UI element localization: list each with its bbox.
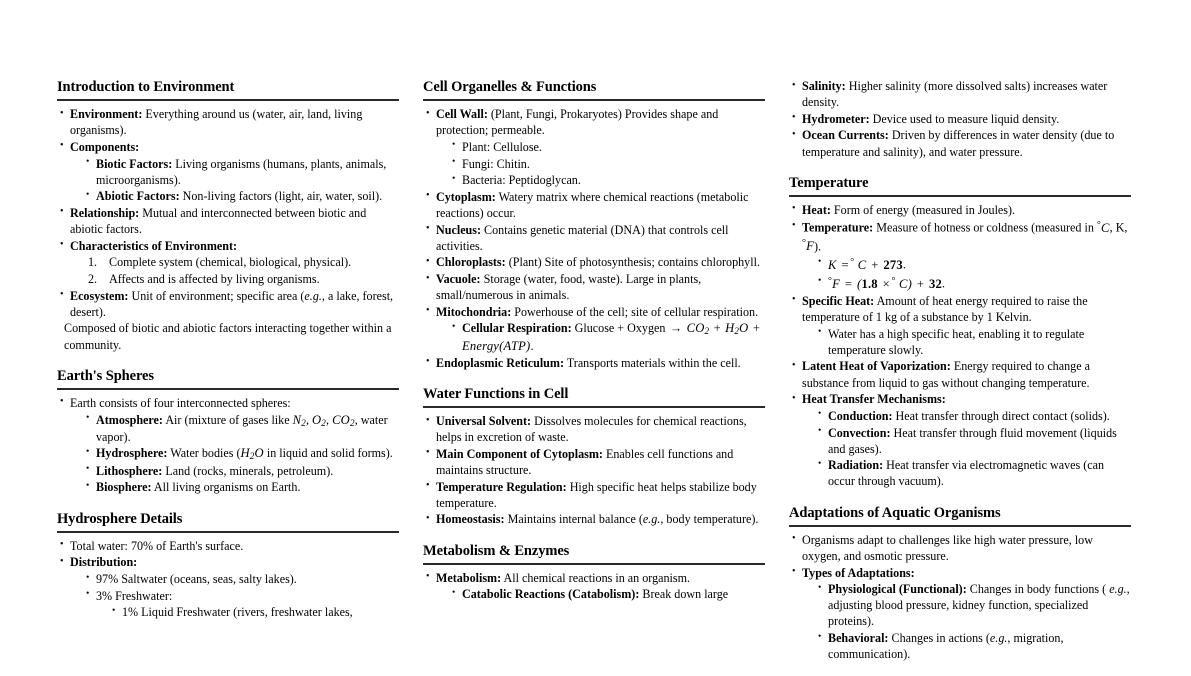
item-text: Changes in body functions ( e.g., adjusting blood pressure, kidney function, specialized proteins). [828, 582, 1130, 629]
item-text: Changes in actions (e.g., migration, communication). [828, 631, 1064, 662]
list-item [84, 156, 399, 188]
list-item [789, 293, 1131, 358]
section-heading: Earth's Spheres [57, 367, 154, 384]
bullet-icon: • [818, 631, 822, 642]
item-text: Bacteria: Peptidoglycan. [462, 173, 581, 188]
item-label: Nucleus: [436, 222, 482, 237]
bullet-icon: • [86, 413, 90, 423]
list-item [423, 106, 765, 188]
heading-rule [57, 99, 399, 101]
item-label: Hydrometer: [802, 111, 870, 126]
list-item [84, 588, 399, 621]
bullet-icon: • [452, 587, 456, 598]
bullet-icon: • [426, 480, 430, 492]
list-item [84, 479, 399, 495]
item-text: Higher salinity (more dissolved salts) increases water density. [802, 79, 1108, 110]
bullet-icon: • [452, 321, 456, 332]
list-item [816, 408, 1131, 424]
item-text: Total water: 70% of Earth's surface. [70, 538, 244, 553]
heading-rule [789, 525, 1131, 527]
item-text: Air (mixture of gases like $N_2$, $O_2$, $CO_2$, water vapor). [96, 412, 388, 444]
bullet-icon: • [86, 572, 90, 583]
bullet-icon: • [452, 173, 456, 184]
list-item [789, 202, 1131, 218]
heading-rule [423, 563, 765, 565]
heading-rule [423, 99, 765, 101]
section-earths-spheres [57, 367, 399, 496]
list-item [789, 358, 1131, 390]
item-text: Land (rocks, minerals, petroleum). [165, 463, 334, 478]
item-label: Hydrosphere: [96, 446, 168, 461]
item-label: Salinity: [802, 79, 846, 93]
bullet-icon: • [818, 409, 822, 420]
sub-bullet-list [816, 408, 1131, 490]
item-label: Temperature: [802, 220, 874, 235]
item-label: Universal Solvent: [436, 414, 532, 429]
item-label: Cytoplasm: [436, 189, 496, 204]
item-text: All living organisms on Earth. [153, 480, 301, 495]
item-text: Form of energy (measured in Joules). [833, 202, 1016, 217]
formula-period: . [902, 257, 906, 272]
list-item [84, 412, 399, 445]
item-text: Organisms adapt to challenges like high water pressure, low oxygen, and osmotic pressure. [802, 532, 1093, 563]
item-text: Energy required to change a substance from liquid to gas without changing temperature. [802, 359, 1090, 390]
bullet-icon: • [86, 480, 90, 491]
list-item [57, 288, 399, 320]
item-text: Driven by differences in water density (due to temperature and salinity), and water pressure. [802, 128, 1115, 159]
bullet-list [423, 570, 765, 603]
formula-kelvin: K = ° C + 273 [828, 256, 903, 272]
bullet-list [57, 395, 399, 496]
bullet-icon: • [60, 539, 64, 551]
item-label: Heat Transfer Mechanisms: [802, 392, 946, 407]
item-label: Ecosystem: [70, 288, 129, 303]
item-text: Glucose + Oxygen → $CO_2 + H_2O$ + Energy(ATP). [462, 321, 760, 353]
bullet-icon: • [426, 107, 430, 119]
bullet-icon: • [426, 305, 430, 317]
section-heading: Introduction to Environment [57, 79, 235, 95]
sub-bullet-list [816, 255, 1131, 292]
list-item [816, 255, 1131, 273]
item-label: Ocean Currents: [802, 128, 889, 143]
list-item [450, 586, 765, 602]
item-label: Atmosphere: [96, 412, 163, 427]
heading-rule [789, 195, 1131, 197]
bullet-icon: • [60, 239, 64, 251]
heading-rule [57, 388, 399, 390]
item-label: Conduction: [828, 408, 893, 423]
item-label: Types of Adaptations: [802, 565, 915, 580]
list-item [816, 457, 1131, 489]
item-text: Mutual and interconnected between biotic and abiotic factors. [70, 205, 367, 237]
bullet-icon: • [426, 190, 430, 202]
list-number: 1. [88, 255, 98, 270]
list-item [423, 254, 765, 270]
item-label: Cell Wall: [436, 107, 488, 122]
bullet-icon: • [792, 112, 796, 124]
bullet-icon: • [426, 447, 430, 459]
list-item [57, 139, 399, 205]
list-item [84, 571, 399, 587]
list-item [423, 222, 765, 254]
list-item [450, 172, 765, 188]
list-item [84, 271, 399, 287]
list-item [789, 391, 1131, 489]
item-label: Chloroplasts: [436, 255, 506, 270]
list-item [816, 581, 1131, 629]
list-item [423, 355, 765, 371]
item-label: Characteristics of Environment: [70, 238, 238, 253]
formula-fahrenheit: °F = (1.8 × ° C) + 32 [828, 275, 942, 291]
item-label: Lithosphere: [96, 463, 163, 478]
bullet-icon: • [818, 275, 822, 286]
list-item [423, 479, 765, 511]
section-heading: Adaptations of Aquatic Organisms [789, 504, 1001, 521]
list-item [789, 78, 1131, 110]
list-item [450, 156, 765, 172]
item-text: Living organisms (humans, plants, animals, microorganisms). [96, 156, 387, 187]
item-label: Distribution: [70, 555, 138, 570]
bullet-icon: • [86, 157, 90, 168]
list-item [423, 304, 765, 355]
bullet-icon: • [60, 396, 64, 408]
item-text: Fungi: Chitin. [462, 156, 530, 171]
sub-bullet-list [84, 571, 399, 620]
bullet-icon: • [792, 566, 796, 577]
column-3 [789, 78, 1131, 676]
list-item [84, 254, 399, 270]
list-item [57, 238, 399, 287]
item-label: Homeostasis: [436, 512, 505, 527]
item-text: Amount of heat energy required to raise the temperature of 1 kg of a substance by 1 Kelvin. [802, 293, 1088, 325]
list-item [450, 139, 765, 155]
bullet-icon: • [60, 107, 64, 119]
bullet-icon: • [112, 605, 116, 616]
paragraph-text: Composed of biotic and abiotic factors interacting together within a community. [64, 321, 392, 352]
item-label: Convection: [828, 425, 891, 440]
list-item [789, 111, 1131, 127]
section-temperature [789, 174, 1131, 490]
sub-bullet-list [84, 156, 399, 205]
item-label: Abiotic Factors: [96, 189, 180, 204]
item-label: Catabolic Reactions (Catabolism): [462, 587, 640, 602]
list-item [57, 205, 399, 237]
section-water-functions-in-cell [423, 385, 765, 528]
bullet-icon: • [818, 458, 822, 469]
item-text: Everything around us (water, air, land, living organisms). [70, 107, 363, 138]
section-metabolism-and-enzymes [423, 542, 765, 603]
bullet-icon: • [452, 140, 456, 151]
bullet-icon: • [818, 426, 822, 437]
bullet-icon: • [426, 272, 430, 284]
item-label: Biotic Factors: [96, 156, 173, 171]
item-text: Enables cell functions and maintains structure. [436, 446, 734, 478]
item-label: Relationship: [70, 205, 140, 220]
item-label: Environment: [70, 107, 143, 122]
item-label: Mitochondria: [436, 304, 512, 319]
section-heading: Hydrosphere Details [57, 510, 183, 527]
item-label: Temperature Regulation: [436, 479, 567, 494]
sub-bullet-list [816, 581, 1131, 662]
item-label: Biosphere: [96, 480, 152, 495]
item-text: Storage (water, food, waste). Large in plants, small/numerous in animals. [436, 272, 702, 303]
bullet-icon: • [86, 464, 90, 475]
item-text: Dissolves molecules for chemical reactions, helps in excretion of waste. [436, 414, 747, 445]
item-label: Endoplasmic Reticulum: [436, 355, 565, 370]
item-text: Water has a high specific heat, enabling it to regulate temperature slowly. [828, 326, 1085, 357]
item-text: Heat transfer via electromagnetic waves (can occur through vacuum). [828, 458, 1105, 489]
bullet-icon: • [792, 392, 796, 404]
bullet-list [789, 532, 1131, 663]
list-item [789, 127, 1131, 159]
item-text: High specific heat helps stabilize body temperature. [436, 479, 757, 510]
column-1 [57, 78, 399, 634]
item-label: Metabolism: [436, 570, 502, 585]
item-label: Physiological (Functional): [828, 582, 967, 597]
item-text: Complete system (chemical, biological, physical). [109, 255, 352, 270]
bullet-icon: • [792, 79, 796, 91]
item-text: 97% Saltwater (oceans, seas, salty lakes). [96, 572, 297, 587]
bullet-icon: • [792, 203, 796, 215]
item-text: Break down large [642, 587, 729, 602]
bullet-list [423, 106, 765, 371]
list-item [816, 425, 1131, 457]
item-label: Components: [70, 139, 140, 154]
bullet-icon: • [60, 140, 64, 152]
item-text: Heat transfer through direct contact (solids). [895, 408, 1110, 423]
list-item [57, 554, 399, 620]
bullet-list [789, 202, 1131, 490]
item-text: Heat transfer through fluid movement (liquids and gases). [828, 425, 1117, 456]
item-text: Measure of hotness or coldness (measured in °C, K, °F). [802, 219, 1128, 254]
section-cell-organelles-and-functions [423, 78, 765, 371]
sub-sub-bullet-list [110, 604, 399, 620]
sub-bullet-list [816, 326, 1131, 358]
section-introduction-to-environment [57, 78, 399, 353]
item-text: Watery matrix where chemical reactions (metabolic reactions) occur. [436, 189, 749, 220]
item-label: Vacuole: [436, 272, 481, 287]
bullet-icon: • [426, 571, 430, 583]
bullet-icon: • [818, 582, 822, 593]
list-number: 2. [88, 272, 98, 287]
list-item [450, 320, 765, 354]
item-text: (Plant) Site of photosynthesis; contains chlorophyll. [508, 255, 760, 270]
section-heading: Cell Organelles & Functions [423, 79, 597, 95]
list-item [816, 630, 1131, 662]
heading-rule [423, 406, 765, 408]
item-text: Powerhouse of the cell; site of cellular respiration. [514, 304, 759, 319]
column-2 [423, 78, 765, 617]
section-heading: Temperature [789, 174, 869, 191]
bullet-icon: • [792, 128, 796, 140]
three-column-layout [57, 78, 1135, 676]
list-item [84, 463, 399, 479]
list-item [57, 538, 399, 554]
section-heading: Metabolism & Enzymes [423, 542, 570, 559]
item-text: 3% Freshwater: [96, 588, 173, 603]
bullet-icon: • [818, 327, 822, 338]
item-text: Transports materials within the cell. [566, 355, 741, 370]
bullet-icon: • [818, 256, 822, 267]
item-label: Radiation: [828, 458, 884, 473]
bullet-icon: • [426, 356, 430, 368]
bullet-icon: • [792, 219, 796, 231]
item-text: Affects and is affected by living organisms. [109, 272, 320, 287]
bullet-list [789, 78, 1131, 160]
bullet-icon: • [426, 223, 430, 235]
item-text: All chemical reactions in an organism. [503, 570, 691, 585]
section-water-density-continued [789, 78, 1131, 160]
trailing-paragraph [57, 320, 399, 352]
sub-bullet-list [450, 586, 765, 602]
list-item [110, 604, 399, 620]
bullet-icon: • [60, 555, 64, 567]
item-label: Behavioral: [828, 631, 889, 646]
sub-bullet-list [450, 320, 765, 354]
item-text: Non-living factors (light, air, water, soil). [182, 189, 383, 204]
item-text: Device used to measure liquid density. [872, 111, 1060, 126]
list-item [423, 413, 765, 445]
bullet-icon: • [426, 255, 430, 267]
sub-bullet-list [450, 139, 765, 188]
heading-rule [57, 531, 399, 533]
list-item [816, 274, 1131, 292]
item-label: Heat: [802, 202, 831, 217]
bullet-icon: • [426, 512, 430, 524]
bullet-list [423, 413, 765, 527]
section-heading: Water Functions in Cell [423, 386, 569, 402]
item-text: Plant: Cellulose. [462, 139, 542, 154]
bullet-icon: • [792, 359, 796, 371]
bullet-icon: • [86, 446, 90, 457]
item-text: (Plant, Fungi, Prokaryotes) Provides shape and protection; permeable. [436, 107, 719, 138]
list-item [789, 218, 1131, 292]
list-item [57, 395, 399, 496]
item-text: Water bodies ($H_2O$ in liquid and solid forms). [170, 446, 393, 462]
list-item [423, 570, 765, 603]
list-item [423, 271, 765, 303]
list-item [789, 565, 1131, 663]
item-text: Unit of environment; specific area (e.g., a lake, forest, desert). [70, 288, 394, 319]
section-hydrosphere-details [57, 510, 399, 621]
item-label: Latent Heat of Vaporization: [802, 359, 951, 374]
bullet-icon: • [86, 589, 90, 600]
item-text: Maintains internal balance (e.g., body temperature). [507, 512, 759, 527]
item-label: Cellular Respiration: [462, 321, 572, 336]
list-item [57, 106, 399, 138]
list-item [423, 446, 765, 478]
item-label: Specific Heat: [802, 293, 875, 308]
item-text: Earth consists of four interconnected spheres: [70, 395, 291, 410]
list-item [789, 532, 1131, 564]
numbered-list [84, 254, 399, 287]
item-text: 1% Liquid Freshwater (rivers, freshwater lakes, [122, 605, 353, 620]
bullet-icon: • [792, 294, 796, 306]
bullet-icon: • [426, 414, 430, 426]
bullet-list [57, 538, 399, 621]
bullet-icon: • [60, 289, 64, 301]
formula-period: . [941, 276, 946, 291]
item-label: Main Component of Cytoplasm: [436, 446, 603, 461]
list-item [423, 511, 765, 527]
item-text: Contains genetic material (DNA) that controls cell activities. [436, 222, 729, 253]
list-item [84, 445, 399, 462]
bullet-icon: • [792, 533, 796, 545]
list-item [423, 189, 765, 221]
bullet-list [57, 106, 399, 320]
list-item [816, 326, 1131, 358]
list-item [84, 188, 399, 204]
sub-bullet-list [84, 412, 399, 496]
section-adaptations-of-aquatic-organisms [789, 504, 1131, 663]
bullet-icon: • [86, 189, 90, 200]
bullet-icon: • [452, 157, 456, 168]
bullet-icon: • [60, 206, 64, 218]
